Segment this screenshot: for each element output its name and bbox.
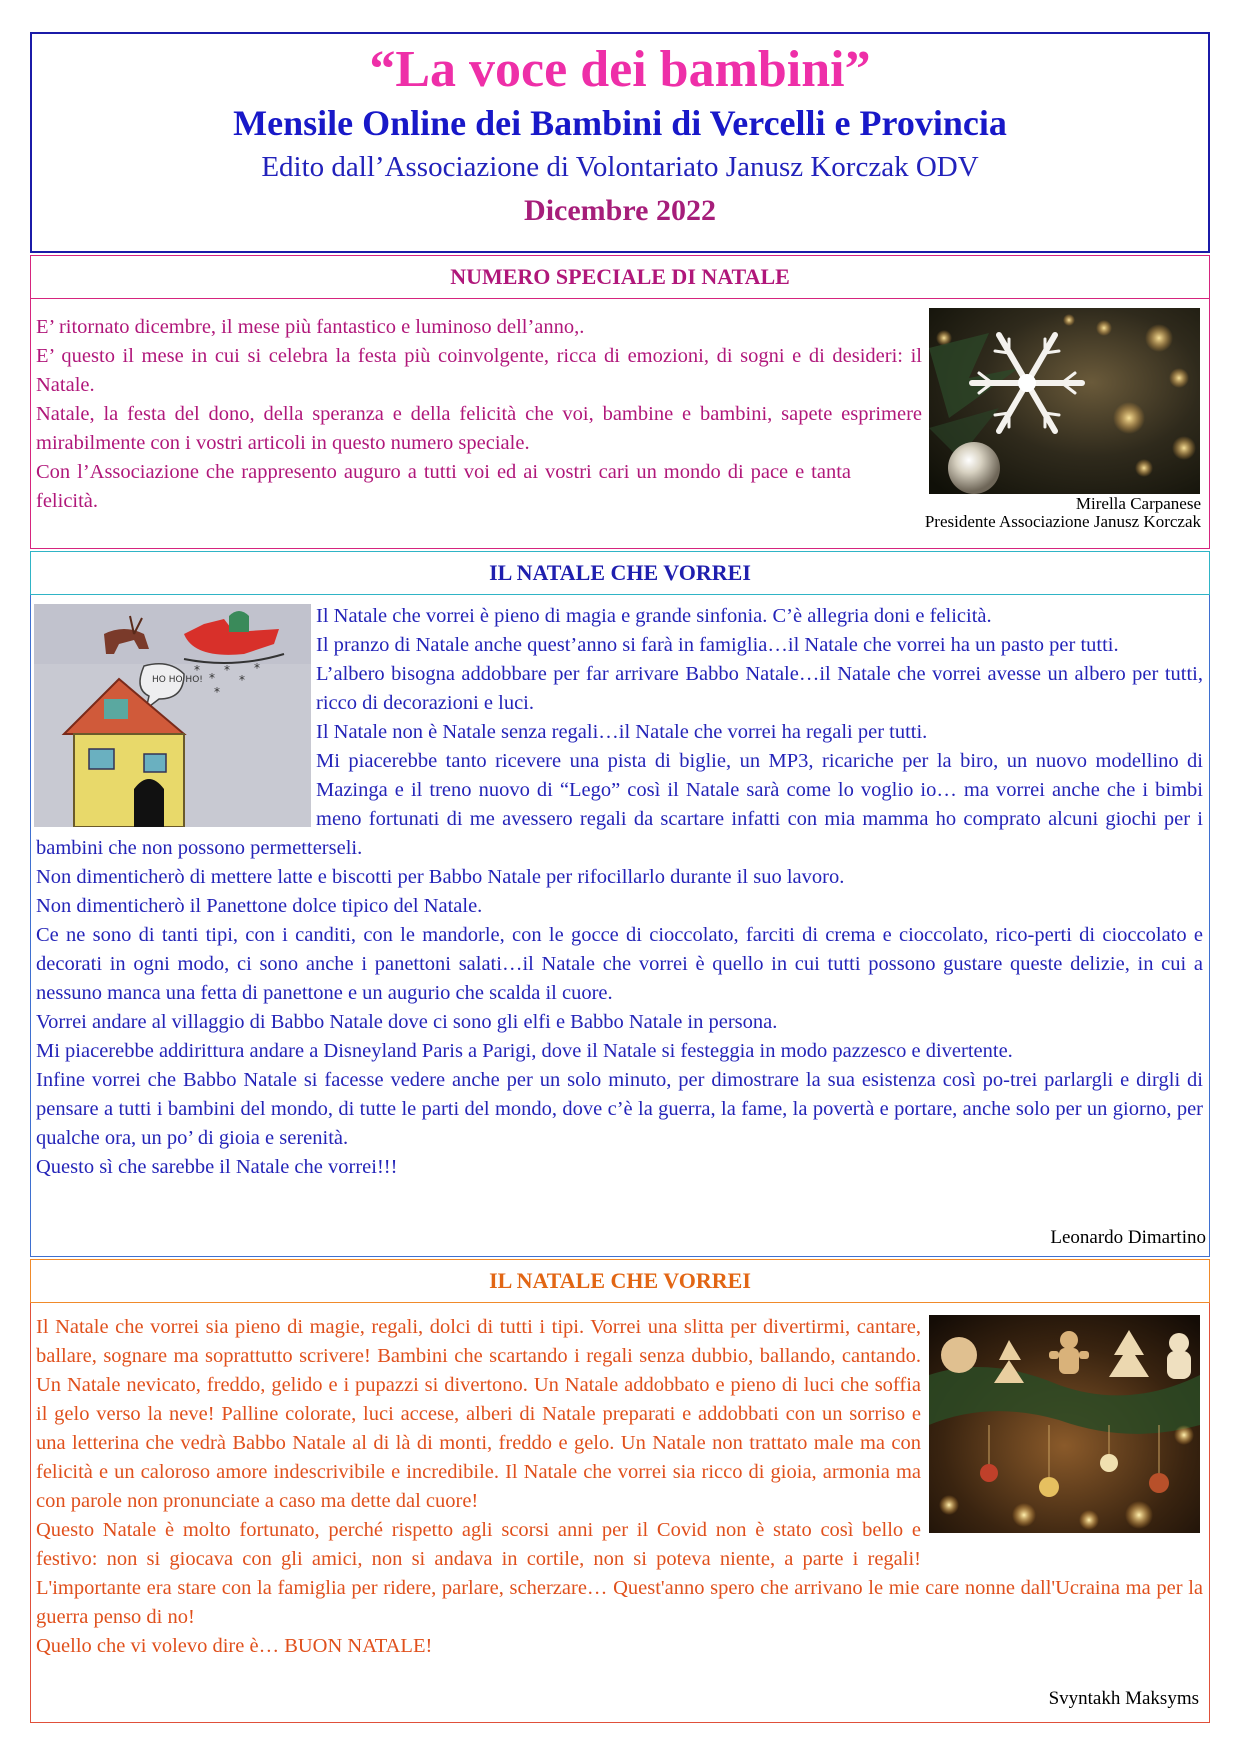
section2-signature: Leonardo Dimartino [1050,1227,1206,1248]
issue-date: Dicembre 2022 [524,194,716,227]
section2-paragraph: Ce ne sono di tanti tipi, con i canditi, con le mandorle, con le gocce di cioccolato, farciti di crema e cioccolato, rico-perti di cioccolato e decorati in ogni modo, ci sono anche i panettoni salati…il Natale che vorrei è quello in cui tutti possono gustare queste delizie, in cui a nessuno manca una fetta di panettone e un augurio che scalda il cuore. [36,924,1203,1004]
section2-paragraph: Mi piacerebbe tanto ricevere una pista di biglie, un MP3, ricariche per la biro, un nuovo modellino di Mazinga e il treno nuovo di “Lego” così il Natale sarà come lo voglio io… ma vorrei anche che i bimbi meno fortunati di me avessero regali da scartare infatti con mia mamma ho comprato alcuni giochi per i bambini che non possono permetterseli. [36,750,1203,859]
section2-body [30,595,1210,1257]
drawing-speech-text: HO HO HO! [152,675,203,685]
newspaper-title: “La voce dei bambini” [369,41,871,98]
section2-paragraph: Questo sì che sarebbe il Natale che vorrei!!! [36,1156,398,1178]
section3-heading: IL NATALE CHE VORREI [30,1259,1210,1303]
section1-paragraph: E’ ritornato dicembre, il mese più fantastico e luminoso dell’anno,. [36,316,585,338]
section3-paragraph: Quello che vi volevo dire è… BUON NATALE! [36,1635,433,1657]
section1-heading: NUMERO SPECIALE DI NATALE [30,255,1210,299]
svg-text:*: * [194,663,200,677]
section2-paragraph: Non dimenticherò di mettere latte e biscotti per Babbo Natale per rifocillarlo durante il suo lavoro. [36,866,845,888]
svg-text:*: * [254,661,260,675]
section2-paragraph: Il Natale non è Natale senza regali…il Natale che vorrei ha regali per tutti. [316,721,928,743]
svg-text:*: * [239,673,245,687]
section2-paragraph: Infine vorrei che Babbo Natale si facesse vedere anche per un solo minuto, per dimostrare la sua esistenza così po-trei parlargli e dirgli di pensare a tutti i bambini del mondo, di tutte le parti del mondo, dove c’è la guerra, la fame, la povertà e portare, anche solo per un giorno, per qualche ora, un po’ di gioia e serenità. [36,1069,1203,1149]
section1-signature [925,495,1201,531]
signature-role: Presidente Associazione Janusz Korczak [924,512,1201,531]
publisher-line: Edito dall’Associazione di Volontariato Janusz Korczak ODV [261,151,979,183]
masthead [30,32,1210,253]
section1-paragraph: Con l’Associazione che rappresento auguro a tutti voi ed ai vostri cari un mondo di pace e tanta felicità. [36,461,851,512]
snowflake-ornament-image [929,308,1200,494]
section2-paragraph: L’albero bisogna addobbare per far arrivare Babbo Natale…il Natale che vorrei avesse un albero per tutti, ricco di decorazioni e luci. [316,663,1203,714]
section1-paragraph: Natale, la festa del dono, della speranza e della felicità che voi, bambine e bambini, sapete esprimere mirabilmente con i vostri articoli in questo numero speciale. [36,403,922,454]
section2-paragraph: Il Natale che vorrei è pieno di magia e grande sinfonia. C’è allegria doni e felicità. [316,605,992,627]
section1-text [36,313,922,516]
svg-text:*: * [214,685,220,699]
section2-paragraph: Il pranzo di Natale anche quest’anno si farà in famiglia…il Natale che vorrei ha un pasto per tutti. [316,634,1119,656]
section2-text [36,602,1203,1182]
section1-paragraph: E’ questo il mese in cui si celebra la festa più coinvolgente, ricca di emozioni, di sogni e di desideri: il Natale. [36,345,922,396]
section1-body [30,299,1210,549]
signature-name: Mirella Carpanese [1075,494,1201,513]
section3-paragraph: Il Natale che vorrei sia pieno di magie, regali, dolci di tutti i tipi. Vorrei una slitta per divertirmi, cantare, ballare, sognare ma soprattutto scrivere! Bambini che scartando i regali senza dubbio, ballando, cantando. Un Natale nevicato, freddo, gelido e i pupazzi si divertono. Un Natale addobbato e pieno di luci che soffia il gelo verso la neve! Palline colorate, luci accese, alberi di Natale preparati e addobbati con un sorriso e una letterina che vedrà Babbo Natale al di là di monti, freddo e gelo. Un Natale non trattato male ma con felicità e un caloroso amore indescrivibile e incredibile. Il Natale che vorrei sia ricco di gioia, armonia ma con parole non pronunciate a caso ma dette dal cuore! [36,1316,921,1512]
section2-heading: IL NATALE CHE VORREI [30,551,1210,595]
section3-signature: Svyntakh Maksyms [1048,1688,1199,1709]
svg-text:*: * [209,671,215,685]
section2-paragraph: Vorrei andare al villaggio di Babbo Natale dove ci sono gli elfi e Babbo Natale in persona. [36,1011,778,1033]
newspaper-subtitle: Mensile Online dei Bambini di Vercelli e Provincia [233,103,1007,143]
svg-text:*: * [224,663,230,677]
section3-paragraph: Questo Natale è molto fortunato, perché rispetto agli scorsi anni per il Covid non è stato così bello e festivo: non si giocava con gli amici, non si andava in cortile, non si poteva niente, a parte i regali! L'importante era stare con la famiglia per ridere, parlare, scherzare… Quest'anno spero che arrivano le mie care nonne dall'Ucraina ma per la guerra penso di no! [36,1519,1203,1628]
section2-paragraph: Non dimenticherò il Panettone dolce tipico del Natale. [36,895,483,917]
section3-body [30,1303,1210,1723]
gingerbread-ornaments-image [929,1315,1200,1533]
section2-paragraph: Mi piacerebbe addirittura andare a Disneyland Paris a Parigi, dove il Natale si festeggia in modo pazzesco e divertente. [36,1040,1013,1062]
